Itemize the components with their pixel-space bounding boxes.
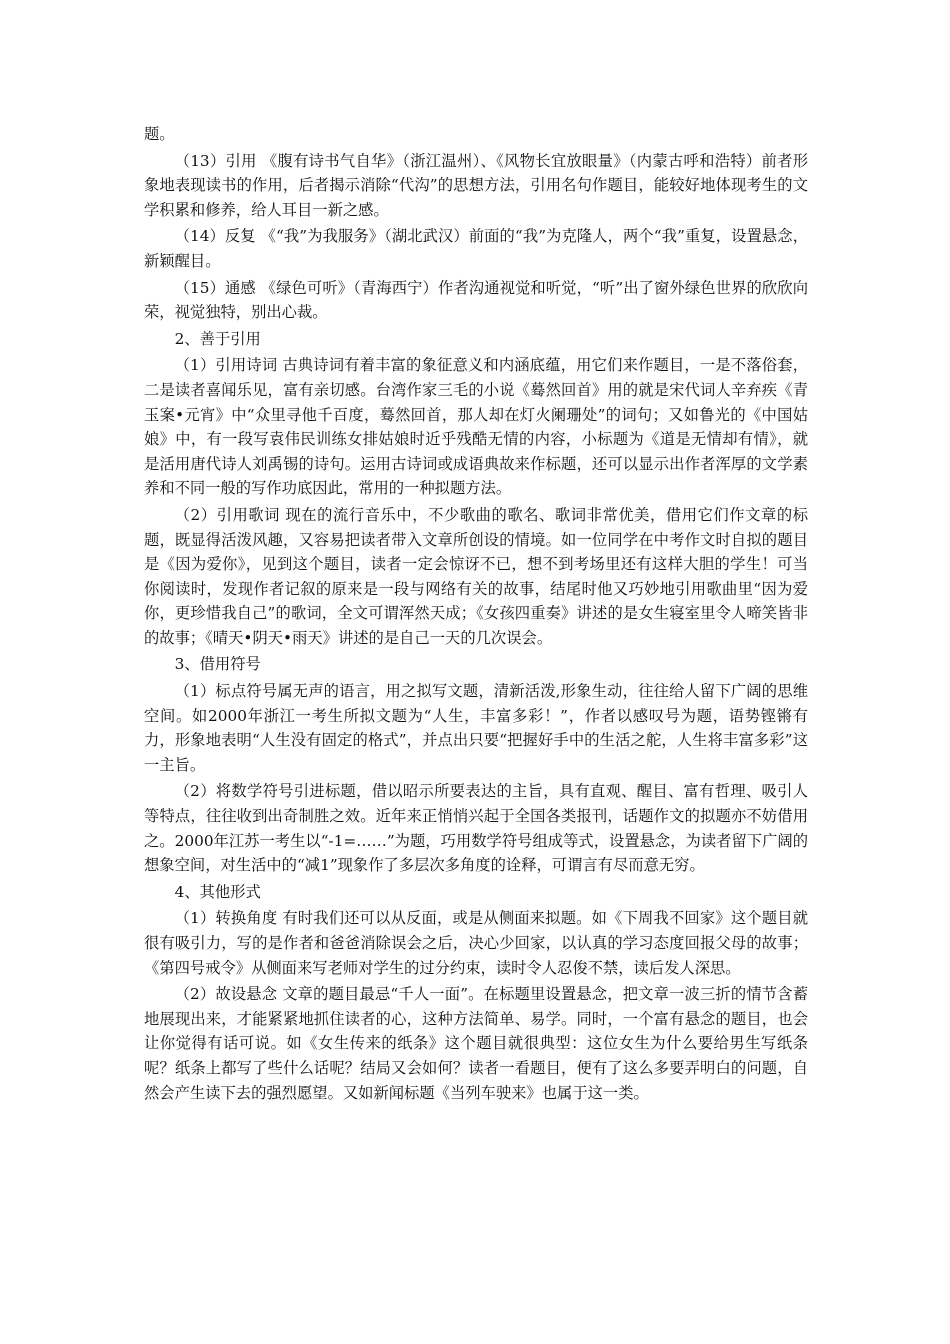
document-page [144,122,808,1107]
paragraph-cite-poetry: （1）引用诗词 古典诗词有着丰富的象征意义和内涵底蕴，用它们来作题目，一是不落俗套，二是读者喜闻乐见，富有亲切感。台湾作家三毛的小说《蓦然回首》用的就是宋代词人辛弃疾《青玉案•元宵》中“众里寻他千百度，蓦然回首，那人却在灯火阑珊处”的词句；又如鲁光的《中国姑娘》中，有一段写袁伟民训练女排姑娘时近乎残酷无情的内容，小标题为《道是无情却有情》，就是活用唐代诗人刘禹锡的诗句。运用古诗词或成语典故来作标题，还可以显示出作者浑厚的文学素养和不同一般的写作功底因此，常用的一种拟题方法。 [144,356,808,498]
paragraph-synesthesia-method: （15）通感 《绿色可听》（青海西宁）作者沟通视觉和听觉，“听”出了窗外绿色世界的欣欣向荣，视觉独特，别出心裁。 [144,278,808,322]
paragraph-repetition-method: （14）反复 《“我”为我服务》（湖北武汉）前面的“我”为克隆人，两个“我”重复，设置悬念，新颖醒目。 [144,227,808,270]
paragraph-suspense: （2）故设悬念 文章的题目最忌“千人一面”。在标题里设置悬念，把文章一波三折的情节含蓄地展现出来，才能紧紧地抓住读者的心，这种方法简单、易学。同时，一个富有悬念的题目，也会让你觉得有话可说。如《女生传来的纸条》这个题目就很典型：这位女生为什么要给男生写纸条呢？纸条上都写了些什么话呢？结局又会如何？读者一看题目，便有了这么多要弄明白的问题，自然会产生读下去的强烈愿望。又如新闻标题《当列车驶来》也属于这一类。 [144,985,808,1102]
section-heading-other-forms: 4、其他形式 [174,882,261,901]
paragraph-punctuation-symbols: （1）标点符号属无声的语言，用之拟写文题，清新活泼,形象生动，往往给人留下广阔的思维空间。如2000年浙江一考生所拟文题为“人生，丰富多彩！”，作者以感叹号为题，语势铿锵有力，形象地表明“人生没有固定的格式”，并点出只要“把握好手中的生活之舵，人生将丰富多彩”这一主旨。 [144,682,808,774]
section-heading-symbols: 3、借用符号 [174,655,261,674]
paragraph-math-symbols: （2）将数学符号引进标题，借以昭示所要表达的主旨，具有直观、醒目、富有哲理、吸引人等特点，往往收到出奇制胜之效。近年来正悄悄兴起于全国各类报刊，话题作文的拟题亦不妨借用之。2000年江苏一考生以“-1=……”为题，巧用数学符号组成等式，设置悬念，为读者留下广阔的想象空间，对生活中的“减1”现象作了多层次多角度的诠释，可谓言有尽而意无穷。 [144,782,808,875]
paragraph-change-perspective: （1）转换角度 有时我们还可以从反面，或是从侧面来拟题。如《下周我不回家》这个题目就很有吸引力，写的是作者和爸爸消除误会之后，决心少回家，以认真的学习态度回报父母的故事；《第四号戒令》从侧面来写老师对学生的过分约束，读时令人忍俊不禁，读后发人深思。 [144,909,808,977]
section-heading-citation: 2、善于引用 [174,329,261,348]
paragraph-quote-method: （13）引用 《腹有诗书气自华》（浙江温州）、《风物长宜放眼量》（内蒙古呼和浩特）前者形象地表现读书的作用，后者揭示消除“代沟”的思想方法，引用名句作题目，能较好地体现考生的文学积累和修养，给人耳目一新之感。 [144,151,808,219]
paragraph-cite-lyrics: （2）引用歌词 现在的流行音乐中，不少歌曲的歌名、歌词非常优美，借用它们作文章的标题，既显得活泼风趣，又容易把读者带入文章所创设的情境。如一位同学在中考作文时自拟的题目是《因为爱你》，见到这个题目，读者一定会惊讶不已，想不到考场里还有这样大胆的学生！可当你阅读时，发现作者记叙的原来是一段与网络有关的故事，结尾时他又巧妙地引用歌曲里“因为爱你，更珍惜我自己”的歌词，全文可谓浑然天成；《女孩四重奏》讲述的是女生寝室里令人啼笑皆非的故事；《晴天•阴天•雨天》讲述的是自己一天的几次误会。 [144,505,808,647]
paragraph-continuation: 题。 [144,125,175,143]
